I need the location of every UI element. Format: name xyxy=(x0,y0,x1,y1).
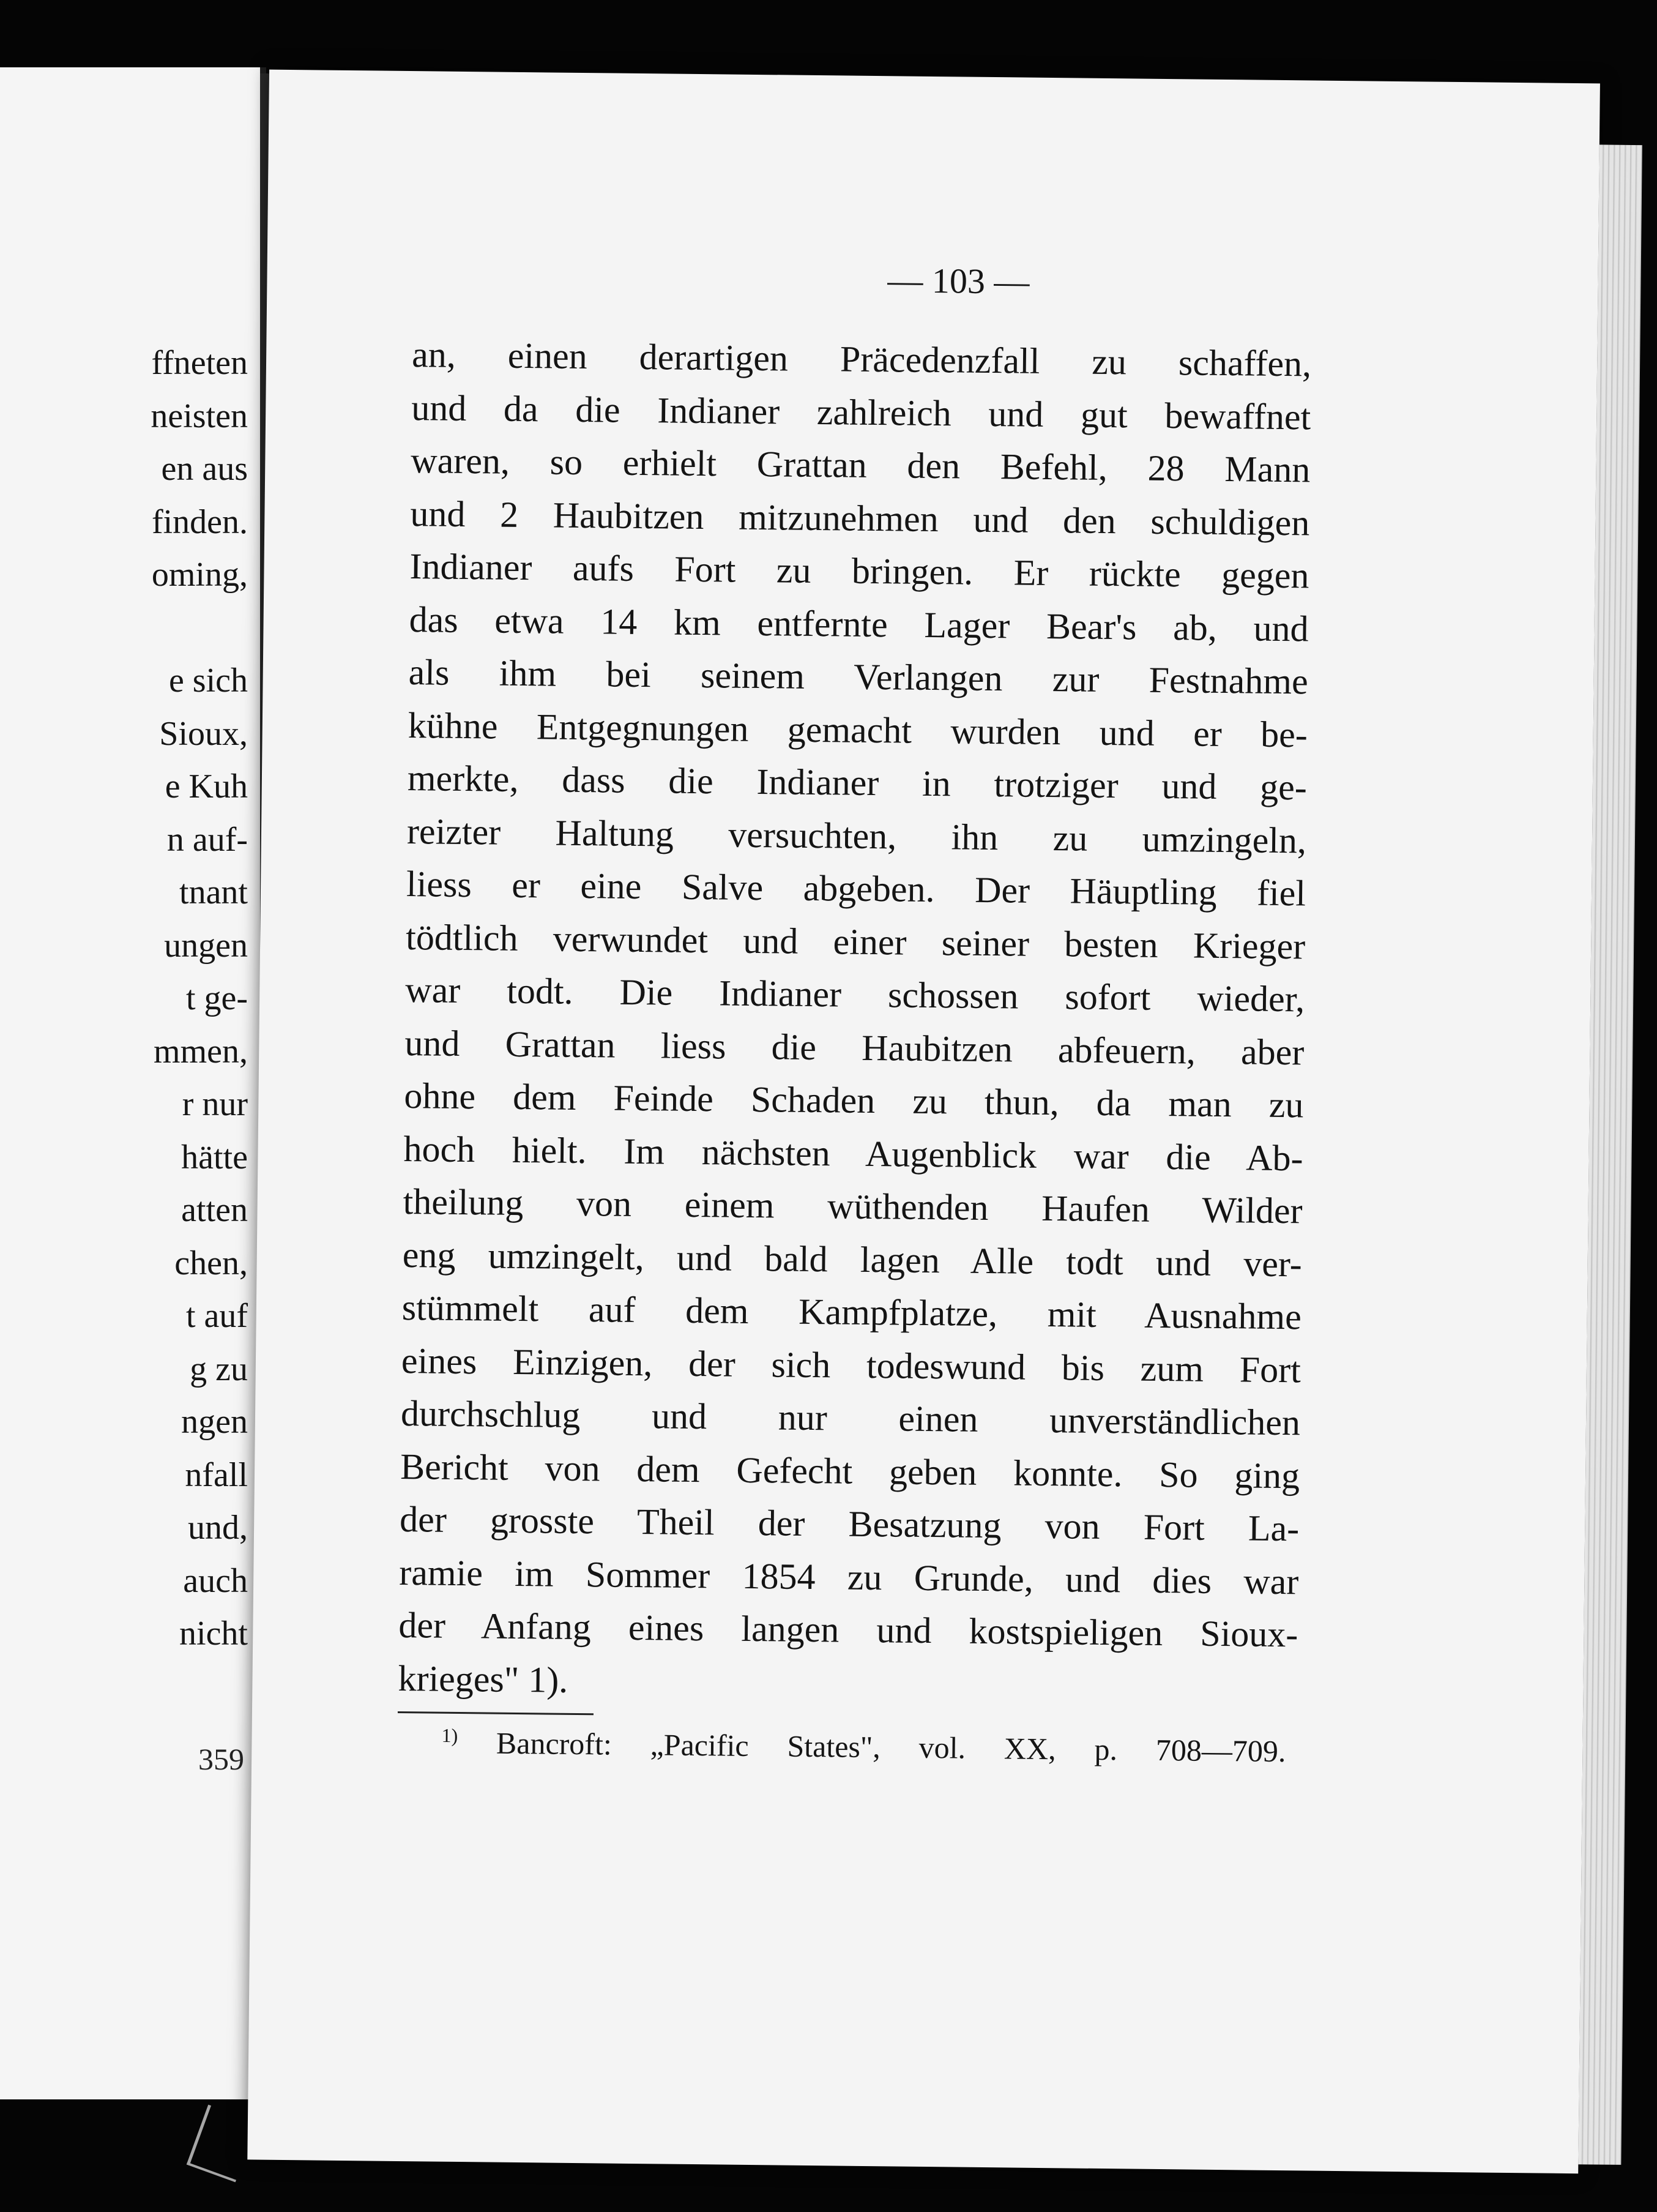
left-page-line: chen, xyxy=(174,1244,248,1282)
text-line: ramie im Sommer 1854 zu Grunde, und dies war xyxy=(399,1552,1299,1602)
text-line: das etwa 14 km entfernte Lager Bear's ab, und xyxy=(409,599,1309,649)
text-line: Bericht von dem Gefecht geben konnte. So ging xyxy=(400,1446,1300,1496)
left-page-line: r nur xyxy=(182,1085,248,1123)
left-page-line: atten xyxy=(181,1191,248,1229)
left-page-line: oming, xyxy=(151,556,248,594)
left-page-line: ngen xyxy=(181,1403,248,1441)
text-line: reizter Haltung versuchten, ihn zu umzingeln, xyxy=(406,810,1307,861)
left-page-line: hätte xyxy=(181,1138,248,1176)
left-page-line: e sich xyxy=(168,662,248,700)
text-line: war todt. Die Indianer schossen sofort wieder, xyxy=(404,970,1305,1020)
left-page-line: mmen, xyxy=(154,1032,248,1071)
text-line: theilung von einem wüthenden Haufen Wilder xyxy=(403,1181,1303,1231)
text-line: der grosste Theil der Besatzung von Fort La- xyxy=(399,1498,1300,1549)
text-line: durchschlug und nur einen unverständlichen xyxy=(400,1392,1301,1443)
left-page xyxy=(0,67,266,2099)
text-line: liess er eine Salve abgeben. Der Häuptling fiel xyxy=(406,864,1306,914)
text-line: als ihm bei seinem Verlangen zur Festnahme xyxy=(408,652,1309,702)
text-line: ohne dem Feinde Schaden zu thun, da man zu xyxy=(404,1075,1304,1126)
text-line: und 2 Haubitzen mitzunehmen und den schuldigen xyxy=(410,493,1310,543)
footnote-marker: 1) xyxy=(441,1724,458,1747)
left-page-line: nicht xyxy=(179,1615,248,1653)
left-page-line: t ge- xyxy=(185,979,248,1017)
left-page-line: neisten xyxy=(151,397,248,435)
text-line: tödtlich verwundet und einer seiner besten Krieger xyxy=(405,916,1306,966)
text-line: krieges" 1). xyxy=(398,1657,568,1700)
text-line: stümmelt auf dem Kampfplatze, mit Ausnahme xyxy=(401,1287,1302,1337)
text-line: und da die Indianer zahlreich und gut bewaffnet xyxy=(411,387,1311,437)
text-line: und Grattan liess die Haubitzen abfeuern, aber xyxy=(404,1022,1305,1072)
text-line: merkte, dass die Indianer in trotziger und ge- xyxy=(407,758,1308,808)
left-page-line: ungen xyxy=(164,926,248,965)
body-text xyxy=(398,328,1311,1714)
left-page-line: Sioux, xyxy=(159,714,248,753)
main-page xyxy=(247,70,1600,2174)
left-page-line: nfall xyxy=(185,1455,248,1494)
text-line: hoch hielt. Im nächsten Augenblick war die Ab- xyxy=(403,1128,1303,1178)
text-line: waren, so erhielt Grattan den Befehl, 28 Mann xyxy=(411,440,1311,490)
left-page-line: e Kuh xyxy=(165,768,248,805)
left-page-line xyxy=(151,602,248,655)
footnote xyxy=(441,1721,1286,1773)
left-page-line: ffneten xyxy=(151,344,248,382)
left-page-line: auch xyxy=(183,1561,248,1600)
left-page-line: g zu xyxy=(190,1350,248,1388)
left-page-line: finden. xyxy=(151,503,248,541)
footnote-rule xyxy=(398,1711,594,1715)
left-page-line: en aus xyxy=(161,450,248,488)
left-page-line: tnant xyxy=(179,873,248,911)
text-line: eines Einzigen, der sich todeswund bis zum Fort xyxy=(401,1340,1301,1390)
left-page-number: 359 xyxy=(198,1742,244,1776)
text-line: Indianer aufs Fort zu bringen. Er rückte gegen xyxy=(409,546,1309,596)
left-page-line: und, xyxy=(188,1509,248,1547)
left-page-line: n auf- xyxy=(166,820,248,859)
left-page-text xyxy=(151,337,248,1661)
left-page-line: t auf xyxy=(185,1297,248,1335)
page-number: — 103 — xyxy=(887,260,1030,302)
footnote-text: Bancroft: „Pacific States", vol. XX, p. 708—709. xyxy=(496,1725,1286,1769)
text-line: kühne Entgegnungen gemacht wurden und er be- xyxy=(408,704,1308,755)
text-line: an, einen derartigen Präcedenzfall zu schaffen, xyxy=(411,334,1312,384)
text-line: eng umzingelt, und bald lagen Alle todt und ver- xyxy=(402,1234,1303,1284)
text-line: der Anfang eines langen und kostspieligen Sioux- xyxy=(398,1604,1298,1655)
